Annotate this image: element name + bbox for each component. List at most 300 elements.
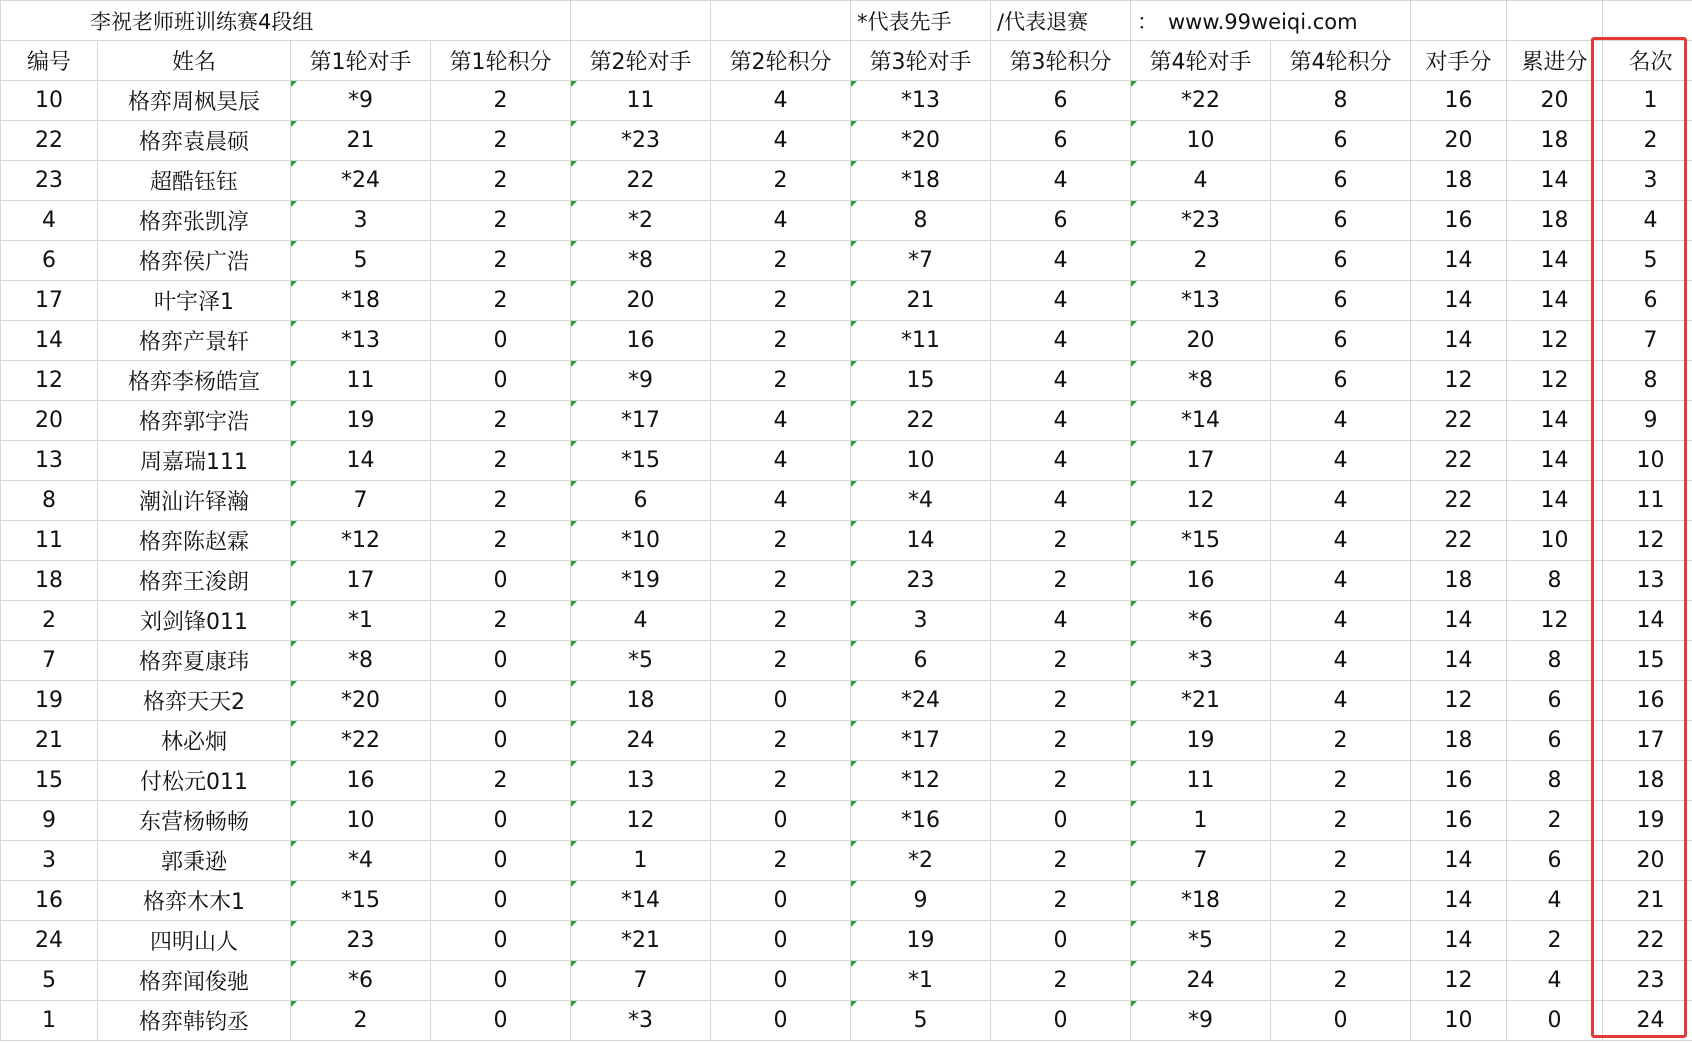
cell-r4-opponent[interactable] xyxy=(1131,921,1271,961)
cell-r4-score[interactable] xyxy=(1271,241,1411,281)
cell-name[interactable] xyxy=(98,81,291,121)
cell-r2-score[interactable] xyxy=(711,761,851,801)
cell-r1-opponent[interactable] xyxy=(291,761,431,801)
cell-opponent-points[interactable] xyxy=(1411,801,1507,841)
cell-opponent-points[interactable] xyxy=(1411,121,1507,161)
cell-cumulative[interactable] xyxy=(1507,1001,1603,1041)
cell-rank[interactable] xyxy=(1603,401,1692,441)
cell-id[interactable] xyxy=(1,601,98,641)
cell-r2-opponent[interactable] xyxy=(571,601,711,641)
cell-cumulative[interactable] xyxy=(1507,321,1603,361)
cell-rank[interactable] xyxy=(1603,321,1692,361)
cell-name[interactable] xyxy=(98,361,291,401)
cell-r4-score[interactable] xyxy=(1271,841,1411,881)
cell-id[interactable] xyxy=(1,281,98,321)
cell-cumulative[interactable] xyxy=(1507,761,1603,801)
cell-rank[interactable] xyxy=(1603,841,1692,881)
cell-rank[interactable] xyxy=(1603,641,1692,681)
cell-opponent-points[interactable] xyxy=(1411,361,1507,401)
cell-r3-opponent[interactable] xyxy=(851,401,991,441)
cell-r3-score[interactable] xyxy=(991,961,1131,1001)
cell-r2-score[interactable] xyxy=(711,481,851,521)
cell-rank[interactable] xyxy=(1603,601,1692,641)
cell-r4-opponent[interactable] xyxy=(1131,201,1271,241)
cell-r4-score[interactable] xyxy=(1271,481,1411,521)
cell-r2-score[interactable] xyxy=(711,281,851,321)
cell-opponent-points[interactable] xyxy=(1411,881,1507,921)
cell-opponent-points[interactable] xyxy=(1411,81,1507,121)
cell-r2-opponent[interactable] xyxy=(571,561,711,601)
cell-r4-opponent[interactable] xyxy=(1131,241,1271,281)
cell-rank[interactable] xyxy=(1603,961,1692,1001)
header-cell-r4-score[interactable]: 第4轮积分 xyxy=(1271,41,1411,81)
cell-r1-score[interactable] xyxy=(431,121,571,161)
cell-r4-score[interactable] xyxy=(1271,201,1411,241)
cell-id[interactable] xyxy=(1,201,98,241)
cell-r3-opponent[interactable] xyxy=(851,241,991,281)
cell-r4-score[interactable] xyxy=(1271,801,1411,841)
cell-r3-score[interactable] xyxy=(991,681,1131,721)
cell-name[interactable] xyxy=(98,161,291,201)
cell-id[interactable] xyxy=(1,241,98,281)
cell-r3-score[interactable] xyxy=(991,841,1131,881)
cell-r1-score[interactable] xyxy=(431,801,571,841)
cell-r1-score[interactable] xyxy=(431,441,571,481)
header-cell-id[interactable]: 编号 xyxy=(1,41,98,81)
header-cell-opponent-points[interactable]: 对手分 xyxy=(1411,41,1507,81)
cell-r2-score[interactable] xyxy=(711,961,851,1001)
header-cell-r3-score[interactable]: 第3轮积分 xyxy=(991,41,1131,81)
empty-cell[interactable] xyxy=(711,1,851,41)
cell-r2-opponent[interactable] xyxy=(571,841,711,881)
cell-rank[interactable] xyxy=(1603,721,1692,761)
cell-cumulative[interactable] xyxy=(1507,561,1603,601)
cell-r4-opponent[interactable] xyxy=(1131,561,1271,601)
cell-r2-opponent[interactable] xyxy=(571,641,711,681)
cell-r2-opponent[interactable] xyxy=(571,921,711,961)
cell-opponent-points[interactable] xyxy=(1411,601,1507,641)
cell-r1-score[interactable] xyxy=(431,961,571,1001)
cell-r1-opponent[interactable] xyxy=(291,801,431,841)
cell-name[interactable] xyxy=(98,241,291,281)
cell-r1-score[interactable] xyxy=(431,921,571,961)
cell-r1-score[interactable] xyxy=(431,641,571,681)
cell-r4-score[interactable] xyxy=(1271,441,1411,481)
cell-id[interactable] xyxy=(1,401,98,441)
cell-r3-opponent[interactable] xyxy=(851,961,991,1001)
cell-r3-score[interactable] xyxy=(991,81,1131,121)
cell-r1-score[interactable] xyxy=(431,401,571,441)
cell-r3-score[interactable] xyxy=(991,401,1131,441)
empty-cell[interactable] xyxy=(1603,1,1692,41)
cell-r4-opponent[interactable] xyxy=(1131,801,1271,841)
cell-id[interactable] xyxy=(1,801,98,841)
header-cell-r1-score[interactable]: 第1轮积分 xyxy=(431,41,571,81)
cell-r3-opponent[interactable] xyxy=(851,921,991,961)
cell-opponent-points[interactable] xyxy=(1411,521,1507,561)
cell-r1-opponent[interactable] xyxy=(291,601,431,641)
cell-cumulative[interactable] xyxy=(1507,721,1603,761)
cell-r4-score[interactable] xyxy=(1271,281,1411,321)
cell-r2-opponent[interactable] xyxy=(571,241,711,281)
cell-r1-score[interactable] xyxy=(431,561,571,601)
cell-id[interactable] xyxy=(1,521,98,561)
cell-r1-score[interactable] xyxy=(431,1001,571,1041)
cell-r1-score[interactable] xyxy=(431,721,571,761)
cell-r3-score[interactable] xyxy=(991,321,1131,361)
cell-opponent-points[interactable] xyxy=(1411,201,1507,241)
cell-r4-score[interactable] xyxy=(1271,681,1411,721)
cell-rank[interactable] xyxy=(1603,281,1692,321)
cell-r3-score[interactable] xyxy=(991,721,1131,761)
cell-r3-opponent[interactable] xyxy=(851,881,991,921)
cell-r1-opponent[interactable] xyxy=(291,321,431,361)
cell-r1-score[interactable] xyxy=(431,481,571,521)
cell-r3-opponent[interactable] xyxy=(851,841,991,881)
cell-r2-opponent[interactable] xyxy=(571,161,711,201)
cell-cumulative[interactable] xyxy=(1507,441,1603,481)
cell-name[interactable] xyxy=(98,321,291,361)
cell-cumulative[interactable] xyxy=(1507,801,1603,841)
cell-r3-opponent[interactable] xyxy=(851,281,991,321)
cell-r4-opponent[interactable] xyxy=(1131,481,1271,521)
cell-cumulative[interactable] xyxy=(1507,961,1603,1001)
cell-r1-score[interactable] xyxy=(431,161,571,201)
cell-r2-opponent[interactable] xyxy=(571,401,711,441)
cell-cumulative[interactable] xyxy=(1507,201,1603,241)
cell-cumulative[interactable] xyxy=(1507,921,1603,961)
empty-cell[interactable] xyxy=(571,1,711,41)
cell-opponent-points[interactable] xyxy=(1411,761,1507,801)
cell-r3-opponent[interactable] xyxy=(851,561,991,601)
cell-r4-score[interactable] xyxy=(1271,321,1411,361)
cell-r4-opponent[interactable] xyxy=(1131,81,1271,121)
cell-rank[interactable] xyxy=(1603,81,1692,121)
cell-r4-score[interactable] xyxy=(1271,561,1411,601)
cell-r4-score[interactable] xyxy=(1271,641,1411,681)
cell-name[interactable] xyxy=(98,681,291,721)
cell-r1-score[interactable] xyxy=(431,241,571,281)
cell-opponent-points[interactable] xyxy=(1411,921,1507,961)
header-cell-r1-opponent[interactable]: 第1轮对手 xyxy=(291,41,431,81)
cell-opponent-points[interactable] xyxy=(1411,321,1507,361)
cell-opponent-points[interactable] xyxy=(1411,641,1507,681)
cell-name[interactable] xyxy=(98,201,291,241)
cell-r2-opponent[interactable] xyxy=(571,321,711,361)
cell-r3-opponent[interactable] xyxy=(851,801,991,841)
cell-r3-opponent[interactable] xyxy=(851,761,991,801)
cell-name[interactable] xyxy=(98,961,291,1001)
cell-r1-score[interactable] xyxy=(431,521,571,561)
cell-r2-opponent[interactable] xyxy=(571,681,711,721)
cell-r4-opponent[interactable] xyxy=(1131,961,1271,1001)
cell-r1-opponent[interactable] xyxy=(291,401,431,441)
cell-opponent-points[interactable] xyxy=(1411,401,1507,441)
cell-r2-opponent[interactable] xyxy=(571,121,711,161)
cell-r2-opponent[interactable] xyxy=(571,441,711,481)
cell-r3-score[interactable] xyxy=(991,1001,1131,1041)
cell-r2-score[interactable] xyxy=(711,801,851,841)
cell-r1-score[interactable] xyxy=(431,81,571,121)
cell-r4-score[interactable] xyxy=(1271,921,1411,961)
cell-r2-score[interactable] xyxy=(711,721,851,761)
cell-r4-score[interactable] xyxy=(1271,521,1411,561)
cell-r1-opponent[interactable] xyxy=(291,881,431,921)
cell-cumulative[interactable] xyxy=(1507,161,1603,201)
cell-id[interactable] xyxy=(1,361,98,401)
cell-opponent-points[interactable] xyxy=(1411,241,1507,281)
cell-r4-opponent[interactable] xyxy=(1131,881,1271,921)
cell-rank[interactable] xyxy=(1603,241,1692,281)
cell-r1-opponent[interactable] xyxy=(291,81,431,121)
cell-r1-score[interactable] xyxy=(431,681,571,721)
cell-r2-score[interactable] xyxy=(711,681,851,721)
cell-cumulative[interactable] xyxy=(1507,681,1603,721)
header-cell-r2-opponent[interactable]: 第2轮对手 xyxy=(571,41,711,81)
cell-r2-score[interactable] xyxy=(711,601,851,641)
cell-r4-score[interactable] xyxy=(1271,881,1411,921)
cell-r2-opponent[interactable] xyxy=(571,961,711,1001)
header-cell-r2-score[interactable]: 第2轮积分 xyxy=(711,41,851,81)
cell-r2-score[interactable] xyxy=(711,1001,851,1041)
cell-name[interactable] xyxy=(98,881,291,921)
site-note[interactable] xyxy=(1131,1,1411,41)
cell-r2-score[interactable] xyxy=(711,521,851,561)
cell-r2-score[interactable] xyxy=(711,241,851,281)
cell-r2-score[interactable] xyxy=(711,121,851,161)
cell-name[interactable] xyxy=(98,401,291,441)
cell-r2-score[interactable] xyxy=(711,321,851,361)
cell-name[interactable] xyxy=(98,1001,291,1041)
cell-opponent-points[interactable] xyxy=(1411,441,1507,481)
cell-r3-opponent[interactable] xyxy=(851,681,991,721)
cell-r3-score[interactable] xyxy=(991,201,1131,241)
cell-r3-opponent[interactable] xyxy=(851,481,991,521)
cell-r1-opponent[interactable] xyxy=(291,441,431,481)
cell-cumulative[interactable] xyxy=(1507,481,1603,521)
cell-r2-opponent[interactable] xyxy=(571,801,711,841)
cell-r4-opponent[interactable] xyxy=(1131,721,1271,761)
cell-r1-opponent[interactable] xyxy=(291,561,431,601)
cell-r2-score[interactable] xyxy=(711,161,851,201)
cell-r2-opponent[interactable] xyxy=(571,481,711,521)
cell-r3-score[interactable] xyxy=(991,121,1131,161)
cell-r1-opponent[interactable] xyxy=(291,161,431,201)
cell-r3-opponent[interactable] xyxy=(851,81,991,121)
cell-r2-score[interactable] xyxy=(711,441,851,481)
cell-r2-score[interactable] xyxy=(711,841,851,881)
cell-r3-opponent[interactable] xyxy=(851,361,991,401)
cell-r1-opponent[interactable] xyxy=(291,201,431,241)
cell-cumulative[interactable] xyxy=(1507,241,1603,281)
cell-r4-score[interactable] xyxy=(1271,721,1411,761)
cell-r3-opponent[interactable] xyxy=(851,201,991,241)
cell-r2-opponent[interactable] xyxy=(571,881,711,921)
cell-r2-score[interactable] xyxy=(711,201,851,241)
header-cell-r3-opponent[interactable]: 第3轮对手 xyxy=(851,41,991,81)
cell-r3-opponent[interactable] xyxy=(851,521,991,561)
cell-r4-opponent[interactable] xyxy=(1131,761,1271,801)
cell-r3-score[interactable] xyxy=(991,161,1131,201)
cell-r4-opponent[interactable] xyxy=(1131,441,1271,481)
cell-r2-opponent[interactable] xyxy=(571,1001,711,1041)
cell-opponent-points[interactable] xyxy=(1411,281,1507,321)
cell-r4-score[interactable] xyxy=(1271,401,1411,441)
cell-r3-score[interactable] xyxy=(991,561,1131,601)
cell-rank[interactable] xyxy=(1603,561,1692,601)
cell-id[interactable] xyxy=(1,161,98,201)
cell-r4-opponent[interactable] xyxy=(1131,401,1271,441)
cell-r3-opponent[interactable] xyxy=(851,1001,991,1041)
cell-rank[interactable] xyxy=(1603,161,1692,201)
cell-r4-opponent[interactable] xyxy=(1131,521,1271,561)
cell-r2-opponent[interactable] xyxy=(571,361,711,401)
cell-r1-opponent[interactable] xyxy=(291,921,431,961)
cell-r4-score[interactable] xyxy=(1271,121,1411,161)
cell-r3-score[interactable] xyxy=(991,601,1131,641)
cell-r1-opponent[interactable] xyxy=(291,241,431,281)
cell-r3-opponent[interactable] xyxy=(851,601,991,641)
cell-r3-score[interactable] xyxy=(991,801,1131,841)
cell-r2-opponent[interactable] xyxy=(571,81,711,121)
cell-cumulative[interactable] xyxy=(1507,881,1603,921)
cell-id[interactable] xyxy=(1,441,98,481)
cell-id[interactable] xyxy=(1,761,98,801)
cell-r3-opponent[interactable] xyxy=(851,161,991,201)
cell-r4-opponent[interactable] xyxy=(1131,841,1271,881)
cell-r4-opponent[interactable] xyxy=(1131,281,1271,321)
cell-r4-score[interactable] xyxy=(1271,161,1411,201)
cell-r2-opponent[interactable] xyxy=(571,201,711,241)
cell-cumulative[interactable] xyxy=(1507,521,1603,561)
cell-r1-score[interactable] xyxy=(431,361,571,401)
cell-name[interactable] xyxy=(98,481,291,521)
cell-r4-score[interactable] xyxy=(1271,1001,1411,1041)
cell-r4-opponent[interactable] xyxy=(1131,321,1271,361)
cell-rank[interactable] xyxy=(1603,441,1692,481)
cell-rank[interactable] xyxy=(1603,121,1692,161)
cell-r1-opponent[interactable] xyxy=(291,481,431,521)
header-cell-cumulative[interactable]: 累进分 xyxy=(1507,41,1603,81)
header-cell-r4-opponent[interactable]: 第4轮对手 xyxy=(1131,41,1271,81)
cell-cumulative[interactable] xyxy=(1507,601,1603,641)
cell-r3-score[interactable] xyxy=(991,481,1131,521)
cell-id[interactable] xyxy=(1,121,98,161)
cell-id[interactable] xyxy=(1,961,98,1001)
cell-r2-score[interactable] xyxy=(711,81,851,121)
cell-rank[interactable] xyxy=(1603,361,1692,401)
cell-r2-opponent[interactable] xyxy=(571,761,711,801)
cell-opponent-points[interactable] xyxy=(1411,721,1507,761)
cell-r4-opponent[interactable] xyxy=(1131,361,1271,401)
cell-rank[interactable] xyxy=(1603,681,1692,721)
cell-name[interactable] xyxy=(98,921,291,961)
cell-rank[interactable] xyxy=(1603,921,1692,961)
cell-name[interactable] xyxy=(98,441,291,481)
cell-opponent-points[interactable] xyxy=(1411,681,1507,721)
cell-name[interactable] xyxy=(98,721,291,761)
cell-rank[interactable] xyxy=(1603,481,1692,521)
cell-r3-score[interactable] xyxy=(991,921,1131,961)
cell-r1-opponent[interactable] xyxy=(291,281,431,321)
header-cell-name[interactable]: 姓名 xyxy=(98,41,291,81)
cell-id[interactable] xyxy=(1,321,98,361)
first-move-note[interactable]: *代表先手 xyxy=(851,1,991,41)
cell-r3-opponent[interactable] xyxy=(851,721,991,761)
cell-r1-score[interactable] xyxy=(431,281,571,321)
cell-rank[interactable] xyxy=(1603,881,1692,921)
cell-r2-opponent[interactable] xyxy=(571,281,711,321)
cell-opponent-points[interactable] xyxy=(1411,481,1507,521)
cell-id[interactable] xyxy=(1,81,98,121)
cell-id[interactable] xyxy=(1,1001,98,1041)
cell-name[interactable] xyxy=(98,841,291,881)
cell-r3-score[interactable] xyxy=(991,641,1131,681)
cell-opponent-points[interactable] xyxy=(1411,161,1507,201)
cell-r1-score[interactable] xyxy=(431,761,571,801)
cell-r4-score[interactable] xyxy=(1271,601,1411,641)
cell-id[interactable] xyxy=(1,641,98,681)
cell-r4-score[interactable] xyxy=(1271,81,1411,121)
cell-name[interactable] xyxy=(98,801,291,841)
cell-r4-score[interactable] xyxy=(1271,761,1411,801)
cell-r1-score[interactable] xyxy=(431,841,571,881)
cell-r3-score[interactable] xyxy=(991,361,1131,401)
cell-r4-opponent[interactable] xyxy=(1131,121,1271,161)
cell-r4-opponent[interactable] xyxy=(1131,1001,1271,1041)
cell-r4-opponent[interactable] xyxy=(1131,681,1271,721)
cell-id[interactable] xyxy=(1,841,98,881)
cell-opponent-points[interactable] xyxy=(1411,841,1507,881)
cell-r3-score[interactable] xyxy=(991,441,1131,481)
cell-rank[interactable] xyxy=(1603,801,1692,841)
cell-r4-opponent[interactable] xyxy=(1131,601,1271,641)
cell-r2-score[interactable] xyxy=(711,641,851,681)
cell-r2-score[interactable] xyxy=(711,881,851,921)
cell-id[interactable] xyxy=(1,881,98,921)
cell-rank[interactable] xyxy=(1603,1001,1692,1041)
cell-cumulative[interactable] xyxy=(1507,281,1603,321)
cell-r1-score[interactable] xyxy=(431,321,571,361)
cell-name[interactable] xyxy=(98,521,291,561)
cell-rank[interactable] xyxy=(1603,201,1692,241)
cell-r1-opponent[interactable] xyxy=(291,681,431,721)
cell-r3-score[interactable] xyxy=(991,881,1131,921)
cell-r1-opponent[interactable] xyxy=(291,961,431,1001)
cell-r4-opponent[interactable] xyxy=(1131,161,1271,201)
cell-name[interactable] xyxy=(98,601,291,641)
cell-r1-opponent[interactable] xyxy=(291,521,431,561)
cell-r3-opponent[interactable] xyxy=(851,121,991,161)
cell-r2-score[interactable] xyxy=(711,401,851,441)
cell-name[interactable] xyxy=(98,121,291,161)
cell-id[interactable] xyxy=(1,921,98,961)
cell-r1-opponent[interactable] xyxy=(291,721,431,761)
cell-r3-opponent[interactable] xyxy=(851,641,991,681)
cell-r1-opponent[interactable] xyxy=(291,841,431,881)
cell-rank[interactable] xyxy=(1603,761,1692,801)
cell-r3-score[interactable] xyxy=(991,761,1131,801)
cell-id[interactable] xyxy=(1,561,98,601)
cell-r3-opponent[interactable] xyxy=(851,441,991,481)
cell-name[interactable] xyxy=(98,641,291,681)
cell-id[interactable] xyxy=(1,481,98,521)
cell-r3-score[interactable] xyxy=(991,241,1131,281)
withdraw-note[interactable]: /代表退赛 xyxy=(991,1,1131,41)
cell-rank[interactable] xyxy=(1603,521,1692,561)
cell-name[interactable] xyxy=(98,761,291,801)
cell-r2-opponent[interactable] xyxy=(571,521,711,561)
